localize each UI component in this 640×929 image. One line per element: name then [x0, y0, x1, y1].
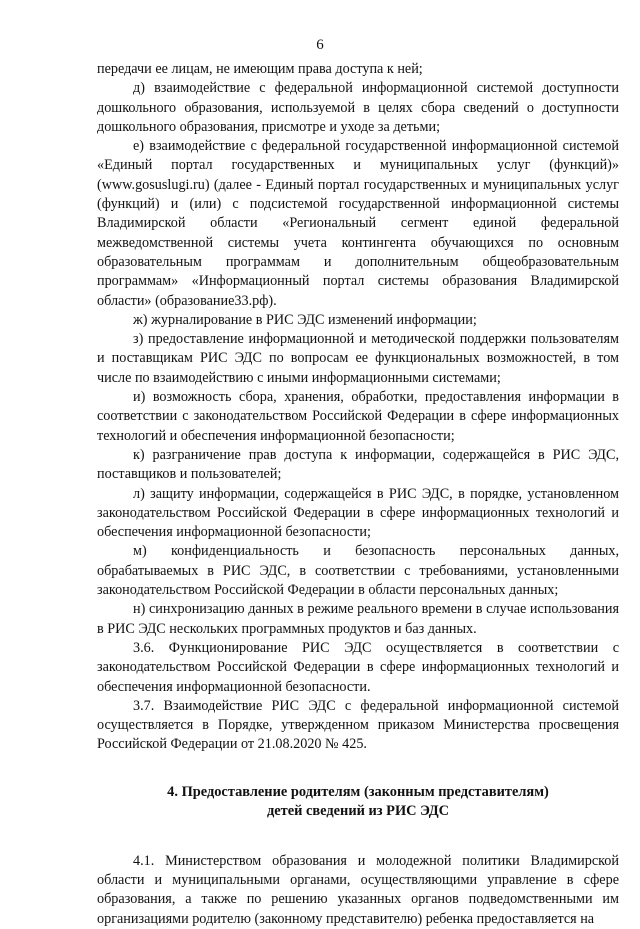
paragraph: 3.6. Функционирование РИС ЭДС осуществляется в соответствии с законодательством Российской Федерации в сфере информационных технологий и обеспечения информационной безопасности. — [97, 639, 619, 695]
paragraph: 3.7. Взаимодействие РИС ЭДС с федеральной информационной системой осуществляется в Порядке, утвержденном приказом Министерства просвещения Российской Федерации от 21.08.2020 № 425. — [97, 697, 619, 753]
paragraph: д) взаимодействие с федеральной информационной системой доступности дошкольного образования, используемой в целях сбора сведений о доступности дошкольного образования, присмотре и уходе за детьми; — [97, 80, 619, 135]
paragraph: 4.1. Министерством образования и молодежной политики Владимирской области и муниципальными органами, осуществляющими управление в сфере образования, а также по решению указанных органов подведомственными им организациями родителю (законному представителю) ребенка предоставляется на — [97, 852, 619, 927]
section-heading — [97, 783, 619, 822]
paragraph: з) предоставление информационной и методической поддержки пользователям и поставщикам РИС ЭДС по вопросам ее функциональных возможностей, в том числе по взаимодействию с иными информационными системами; — [97, 331, 619, 386]
section-heading-line-1: 4. Предоставление родителям (законным представителям) — [167, 783, 549, 800]
page-number: 6 — [316, 37, 324, 53]
paragraph: к) разграничение прав доступа к информации, содержащейся в РИС ЭДС, поставщиков и пользователей; — [97, 446, 619, 483]
paragraph: передачи ее лицам, не имеющим права доступа к ней; — [97, 61, 423, 77]
paragraph: ж) журналирование в РИС ЭДС изменений информации; — [133, 311, 477, 328]
paragraphs-before-heading — [97, 60, 619, 755]
paragraphs-after-heading — [97, 852, 619, 929]
paragraph: н) синхронизацию данных в режиме реального времени в случае использования в РИС ЭДС нескольких программных продуктов и баз данных. — [97, 601, 619, 637]
section-heading-line-2: детей сведений из РИС ЭДС — [267, 803, 449, 820]
paragraph: м) конфиденциальность и безопасность персональных данных, обрабатываемых в РИС ЭДС, в соответствии с требованиями, установленными законодательством Российской Федерации в области персональных данных; — [97, 543, 619, 599]
paragraph: л) защиту информации, содержащейся в РИС ЭДС, в порядке, установленном законодательством Российской Федерации в сфере информационных технологий и обеспечения информационной безопасности; — [97, 485, 619, 541]
paragraph: и) возможность сбора, хранения, обработки, предоставления информации в соответствии с законодательством Российской Федерации в сфере информационных технологий и обеспечения информационной безопасности; — [97, 389, 619, 444]
document-body — [97, 60, 619, 929]
paragraph: е) взаимодействие с федеральной государственной информационной системой «Единый портал государственных и муниципальных услуг (функций)» (www.gosuslugi.ru) (далее - Единый портал государственных и муниципальных услуг (функций) и (или) с подсистемой государственной информационной системы Владимирской области «Региональный сегмент единой федеральной межведомственной системы учета контингента обучающихся по основным образовательным программам и дополнительным общеобразовательным программам» «Информационный портал системы образования Владимирской области» (образование33.рф). — [97, 138, 619, 309]
